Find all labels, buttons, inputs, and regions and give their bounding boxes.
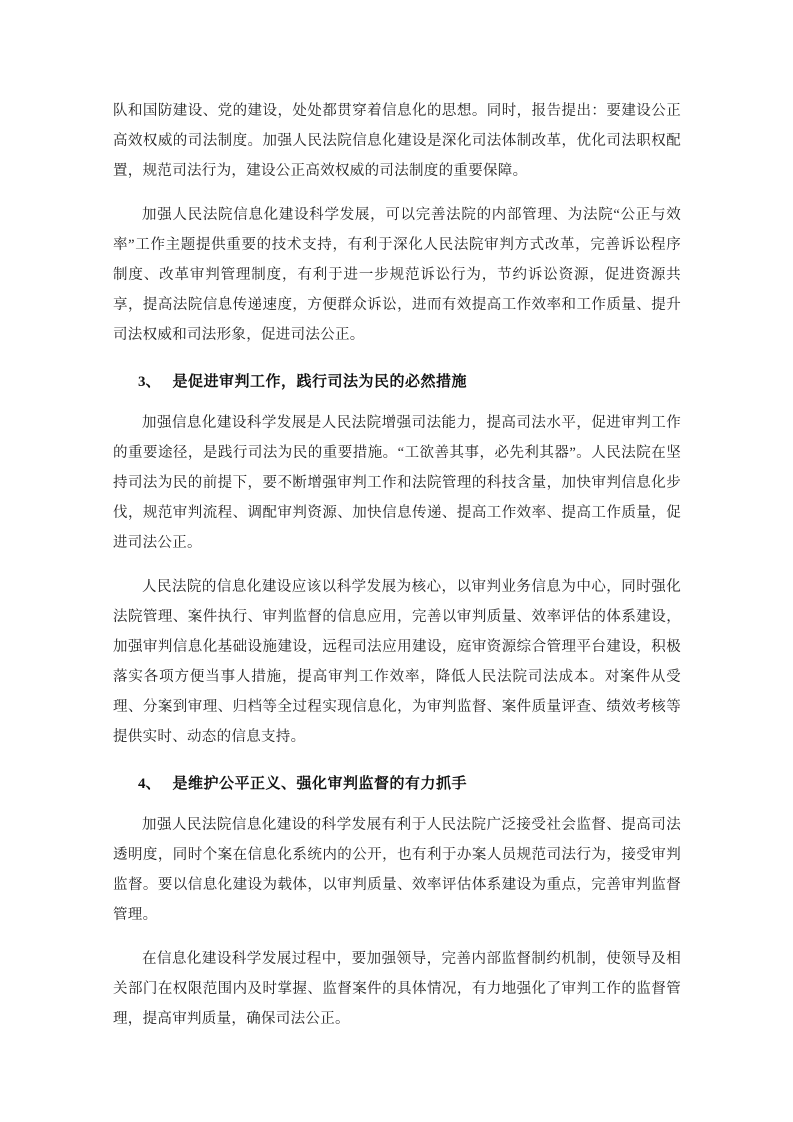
paragraph: 加强信息化建设科学发展是人民法院增强司法能力，提高司法水平，促进审判工作的重要途径，是践行司法为民的重要措施。“工欲善其事，必先利其器”。人民法院在坚持司法为民的前提下，要不断增强审判工作和法院管理的科技含量，加快审判信息化步伐，规范审判流程、调配审判资源、加快信息传递、提高工作效率、提高工作质量，促进司法公正。 [113,415,681,551]
paragraph: 加强人民法院信息化建设科学发展，可以完善法院的内部管理、为法院“公正与效率”工作主题提供重要的技术支持，有利于深化人民法院审判方式改革，完善诉讼程序制度、改革审判管理制度，有利于进一步规范诉讼行为，节约诉讼资源，促进资源共享，提高法院信息传递速度，方便群众诉讼，进而有效提高工作效率和工作质量、提升司法权威和司法形象，促进司法公正。 [113,207,681,343]
section-heading [113,367,681,397]
paragraph: 在信息化建设科学发展过程中，要加强领导，完善内部监督制约机制，使领导及相关部门在权限范围内及时掌握、监督案件的具体情况，有力地强化了审判工作的监督管理，提高审判质量，确保司法公正。 [113,951,681,1027]
document-body [113,96,681,1034]
paragraph: 队和国防建设、党的建设，处处都贯穿着信息化的思想。同时，报告提出：要建设公正高效权威的司法制度。加强人民法院信息化建设是深化司法体制改革，优化司法职权配置，规范司法行为，建设公正高效权威的司法制度的重要保障。 [113,103,681,179]
section-title: 是维护公平正义、强化审判监督的有力抓手 [172,775,468,792]
paragraph: 加强人民法院信息化建设的科学发展有利于人民法院广泛接受社会监督、提高司法透明度，同时个案在信息化系统内的公开，也有利于办案人员规范司法行为，接受审判监督。要以信息化建设为载体，以审判质量、效率评估体系建设为重点，完善审判监督管理。 [113,817,681,923]
section-heading [113,769,681,799]
section-title: 是促进审判工作，践行司法为民的必然措施 [172,373,468,390]
paragraph: 人民法院的信息化建设应该以科学发展为核心，以审判业务信息为中心，同时强化法院管理、案件执行、审判监督的信息应用，完善以审判质量、效率评估的体系建设，加强审判信息化基础设施建设，远程司法应用建设，庭审资源综合管理平台建设，积极落实各项方便当事人措施，提高审判工作效率，降低人民法院司法成本。对案件从受理、分案到审理、归档等全过程实现信息化，为审判监督、案件质量评查、绩效考核等提供实时、动态的信息支持。 [113,579,681,745]
section-number: 3、 [138,374,161,390]
section-number: 4、 [138,776,161,792]
